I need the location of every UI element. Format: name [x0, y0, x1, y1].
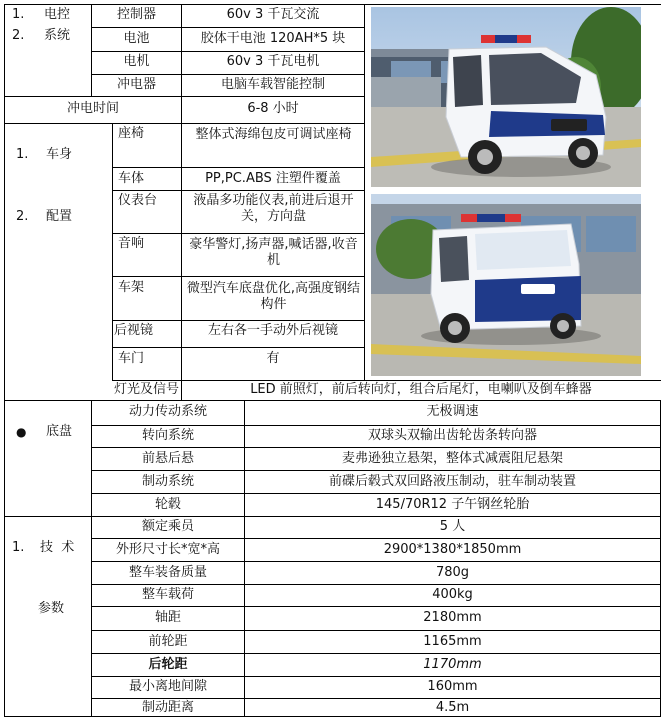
chassis-group-text: 底盘	[46, 424, 73, 439]
ground-clearance-value: 160mm	[427, 679, 478, 694]
body-group-text-2: 配置	[46, 209, 73, 224]
charger-label: 冲电器	[116, 77, 156, 92]
battery-label: 电池	[123, 31, 150, 46]
dashboard-label: 仪表台	[118, 193, 158, 208]
mirror-label: 后视镜	[114, 323, 154, 338]
charge-time-value: 6-8 小时	[247, 101, 299, 116]
steering-value: 双球头双输出齿轮齿条转向器	[367, 428, 537, 443]
door-label: 车门	[118, 351, 145, 366]
front-track-label: 前轮距	[148, 634, 188, 649]
rear-track-label: 后轮距	[148, 657, 188, 672]
car-photo-rear	[371, 194, 641, 376]
motor-label: 电机	[123, 54, 150, 69]
mirror-value: 左右各一手动外后视镜	[207, 323, 338, 338]
electrical-group-num-1: 1.	[12, 7, 25, 22]
audio-label: 音响	[118, 236, 145, 251]
controller-value: 60v 3 千瓦交流	[226, 7, 320, 22]
frame-value: 微型汽车底盘优化,高强度钢结构件	[186, 281, 361, 312]
wheelbase-label: 轴距	[154, 610, 181, 625]
dimensions-value: 2900*1380*1850mm	[383, 542, 522, 557]
charge-time-label: 冲电时间	[66, 101, 119, 116]
wheel-value: 145/70R12 子午钢丝轮胎	[375, 497, 530, 512]
load-value: 400kg	[432, 587, 473, 602]
lights-value: LED 前照灯，前后转向灯，组合后尾灯，电喇叭及倒车蜂器	[250, 382, 592, 397]
electrical-group-text-2: 系统	[44, 28, 71, 43]
chassis-bullet: ●	[16, 425, 27, 439]
rear-track-value: 1170mm	[423, 657, 482, 672]
tech-group-num: 1.	[12, 540, 25, 555]
motor-value: 60v 3 千瓦电机	[226, 54, 320, 69]
tech-group-line1: 技 术	[40, 540, 75, 555]
tech-group-line2: 参数	[38, 601, 65, 616]
car-body-value: PP,PC.ABS 注塑件覆盖	[205, 171, 341, 186]
seating-value: 5 人	[439, 519, 466, 534]
wheel-label: 轮毂	[154, 497, 181, 512]
battery-value: 胶体干电池 120AH*5 块	[200, 31, 346, 46]
brake-system-value: 前碟后毂式双回路液压制动，驻车制动装置	[328, 474, 576, 489]
suspension-value: 麦弗逊独立悬架，整体式减震阻尼悬架	[341, 451, 563, 466]
audio-value: 豪华警灯,扬声器,喊话器,收音机	[189, 237, 358, 268]
body-group-num-2: 2.	[16, 209, 29, 224]
seat-label: 座椅	[118, 126, 145, 141]
steering-label: 转向系统	[141, 428, 194, 443]
car-body-label: 车体	[118, 171, 145, 186]
ground-clearance-label: 最小离地间隙	[128, 679, 207, 694]
dimensions-label: 外形尺寸长*宽*高	[115, 542, 220, 557]
lights-label: 灯光及信号	[114, 382, 180, 397]
front-track-value: 1165mm	[423, 634, 482, 649]
braking-distance-label: 制动距离	[141, 700, 194, 715]
body-group-num-1: 1.	[16, 147, 29, 162]
braking-distance-value: 4.5m	[435, 700, 470, 715]
seating-label: 额定乘员	[141, 519, 194, 534]
wheelbase-value: 2180mm	[423, 610, 482, 625]
powertrain-value: 无极调速	[426, 404, 479, 419]
suspension-label: 前悬后悬	[141, 451, 194, 466]
powertrain-label: 动力传动系统	[128, 404, 207, 419]
frame-label: 车架	[118, 280, 145, 295]
electrical-group-text-1: 电控	[44, 7, 71, 22]
seat-value: 整体式海绵包皮可调试座椅	[195, 127, 352, 142]
load-label: 整车载荷	[141, 587, 194, 602]
car-photo-front	[371, 7, 641, 187]
curb-weight-value: 780g	[435, 565, 470, 580]
door-value: 有	[266, 351, 280, 366]
electrical-group-num-2: 2.	[12, 28, 25, 43]
curb-weight-label: 整车装备质量	[128, 565, 207, 580]
brake-system-label: 制动系统	[141, 474, 194, 489]
dashboard-value: 液晶多功能仪表,前进后退开关，方向盘	[193, 193, 354, 224]
charger-value: 电脑车载智能控制	[220, 77, 325, 92]
body-group-text-1: 车身	[46, 147, 73, 162]
controller-label: 控制器	[116, 7, 156, 22]
